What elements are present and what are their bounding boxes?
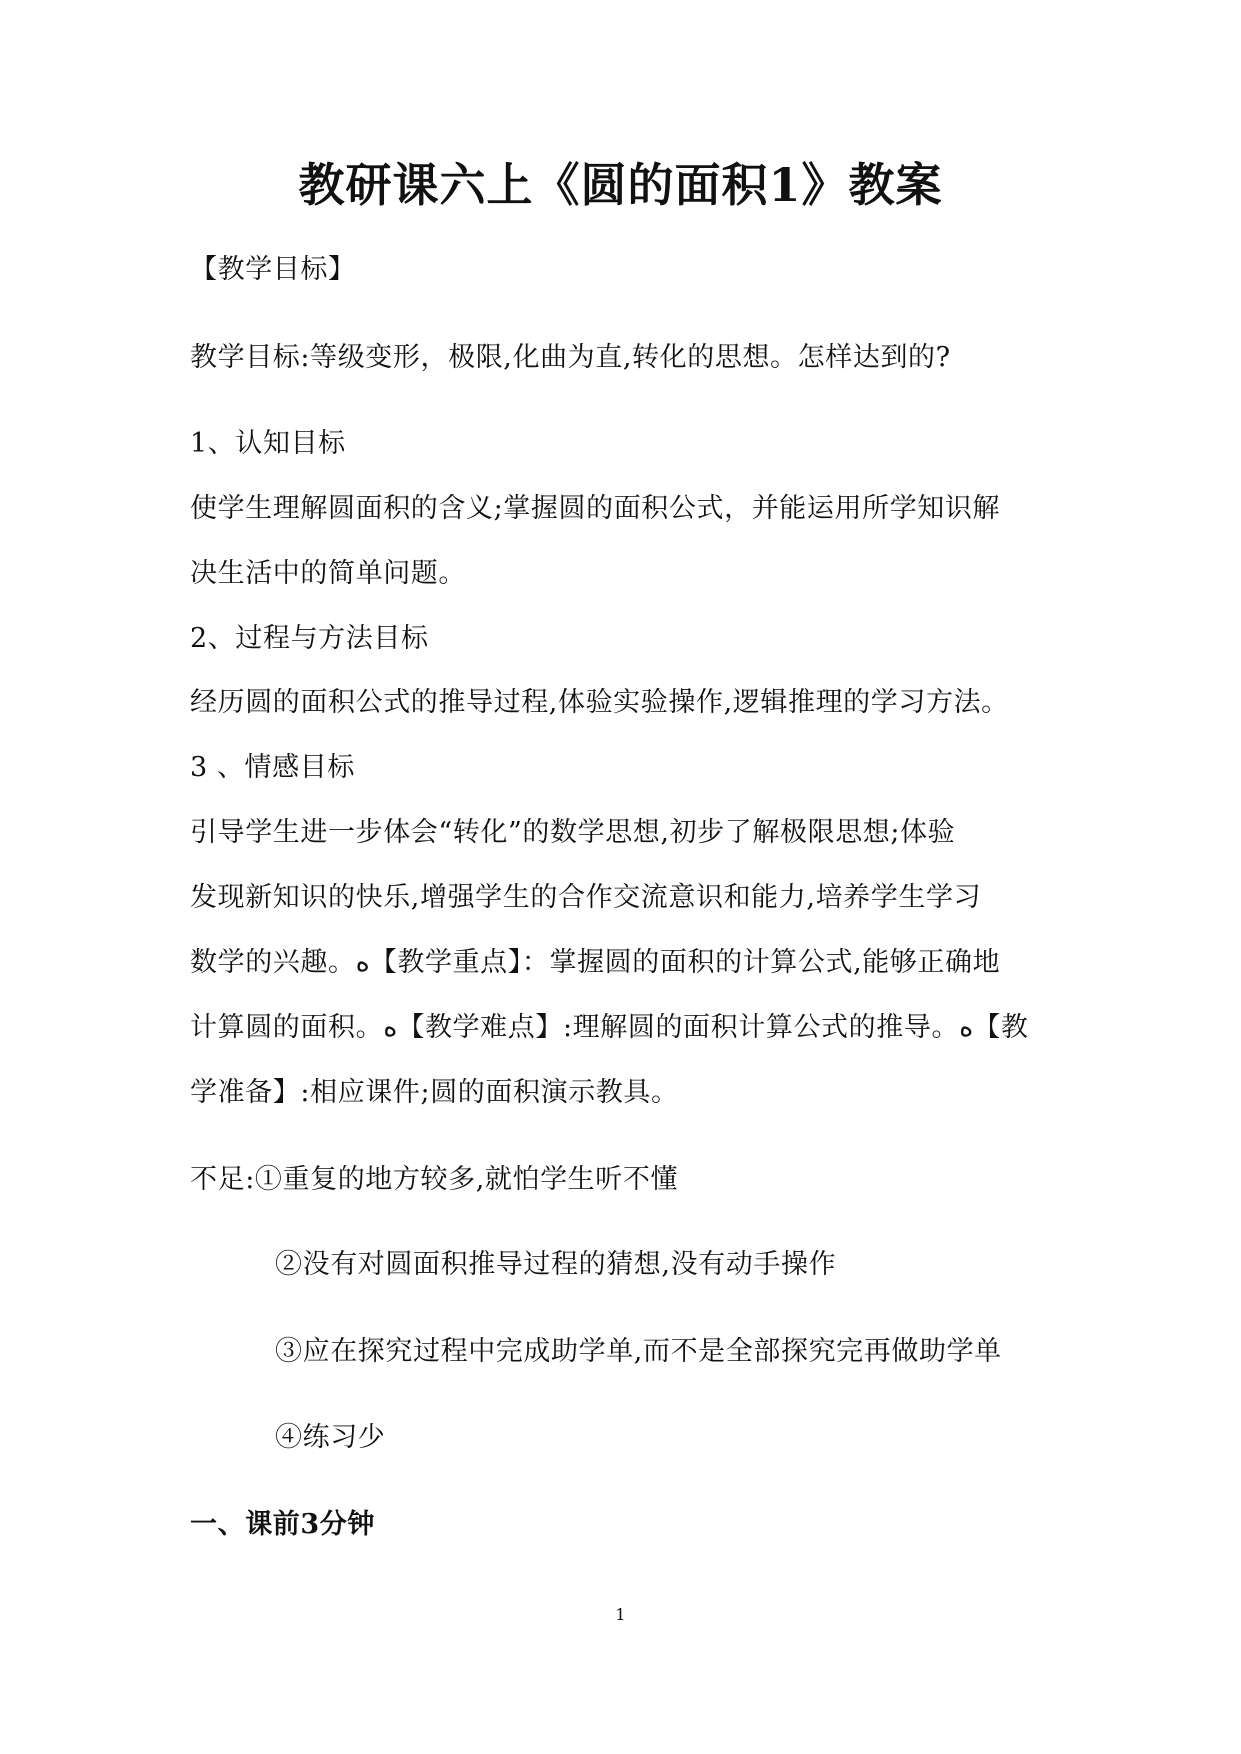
process-goal-heading: 2、过程与方法目标: [190, 623, 429, 654]
objectives-summary: 教学目标:等级变形，极限,化曲为直,转化的思想。怎样达到的?: [190, 342, 951, 373]
shortcoming-item-4: ④练习少: [275, 1422, 386, 1453]
section-heading: 一、课前3分钟: [190, 1509, 375, 1540]
document-title: 教研课六上《圆的面积1》教案: [298, 158, 943, 212]
shortcoming-item-3: ③应在探究过程中完成助学单,而不是全部探究完再做助学单: [275, 1336, 1002, 1367]
teaching-objectives-label: 【教学目标】: [190, 254, 356, 285]
emotional-goal-heading: 3 、情感目标: [190, 752, 355, 783]
shortcoming-item-2: ②没有对圆面积推导过程的猜想,没有动手操作: [275, 1249, 837, 1280]
key-points-line: 数学的兴趣。ﻩ【教学重点】：掌握圆的面积的计算公式,能够正确地: [190, 947, 1001, 978]
cognitive-goal-text-line-1: 使学生理解圆面积的含义;掌握圆的面积公式，并能运用所学知识解: [190, 493, 1001, 524]
cognitive-goal-heading: 1、认知目标: [190, 428, 346, 459]
emotional-goal-text-line-1: 引导学生进一步体会“转化”的数学思想,初步了解极限思想;体验: [190, 817, 956, 848]
process-goal-text: 经历圆的面积公式的推导过程,体验实验操作,逻辑推理的学习方法。: [190, 687, 1009, 718]
preparation-line: 学准备】:相应课件;圆的面积演示教具。: [190, 1077, 679, 1108]
page-number: 1: [615, 1605, 626, 1624]
cognitive-goal-text-line-2: 决生活中的简单问题。: [190, 558, 466, 589]
emotional-goal-text-line-2: 发现新知识的快乐,增强学生的合作交流意识和能力,培养学生学习: [190, 882, 982, 913]
difficulty-line: 计算圆的面积。ﻩ【教学难点】:理解圆的面积计算公式的推导。ﻩ【教: [190, 1012, 1029, 1043]
shortcoming-item-1: 不足:①重复的地方较多,就怕学生听不懂: [190, 1164, 679, 1195]
